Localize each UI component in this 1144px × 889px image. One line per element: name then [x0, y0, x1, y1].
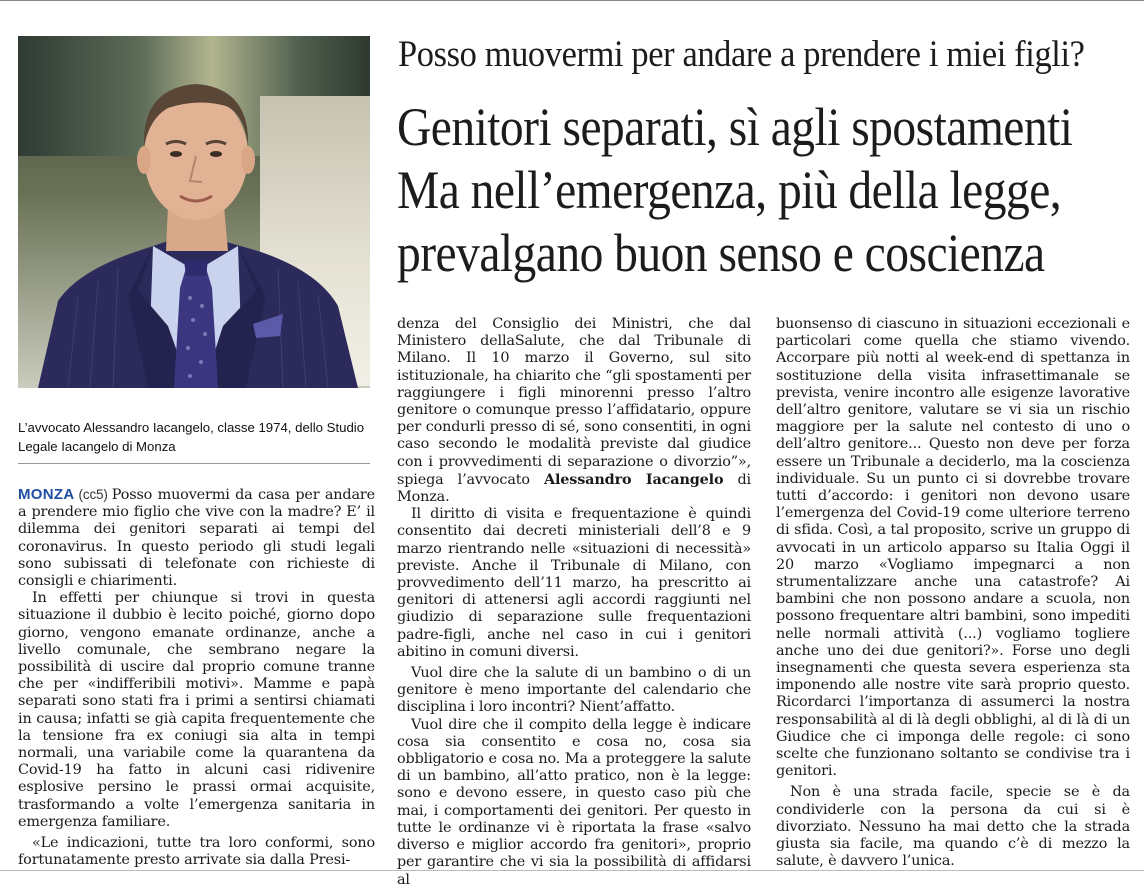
- article-column-3: [776, 316, 1130, 871]
- headline-line: prevalgano buon senso e coscienza: [397, 223, 1045, 283]
- dateline: MONZA: [18, 486, 75, 503]
- headline-line: Genitori separati, sì agli spostamenti: [397, 97, 1073, 157]
- caption-divider: [18, 463, 370, 464]
- author-photo: [18, 36, 370, 388]
- article-paragraph: buonsenso di ciascuno in situazioni eccezionali e particolari come quella che stiamo vivendo. Accorpare più notti al week-end di spettanza in sostituzione della visita infrasettimanale se prevista, venire incontro alle esigenze lavorative dell’altro genitore, valutare se vi sia un rischio maggiore per la salute nel contesto di uno o dell’altro genitore... Questo non deve per forza essere un Tribunale a deciderlo, ma la coscienza individuale. Su un punto ci si dovrebbe trovare tutti d’accordo: i genitori non devono usare l’emergenza del Covid-19 come ulteriore terreno di sfida. Così, a tal proposito, scrive un gruppo di avvocati in un articolo apparso su Italia Oggi il 20 marzo «Vogliamo impegnarci a non strumentalizzare anche una catastrofe? Ai bambini che non possono andare a scuola, non possono frequentare altri bambini, sono impediti nelle normali attività (...) vogliamo togliere anche uno dei due genitori?». Forse uno degli insegnamenti che questa severa esperienza sta imponendo alle nostre vite sarà proprio questo. Ricordarci l’importanza di assumerci la nostra responsabilità al di là degli obblighi, al di là di un Giudice che ci imponga delle regole: ci sono scelte che funzionano soltanto se condivise tra i genitori.: [776, 316, 1130, 780]
- portrait-illustration: [18, 36, 370, 388]
- bottom-rule: [0, 870, 1144, 871]
- article-paragraph: Non è una strada facile, specie se è da condividerle con la persona da cui si è divorziato. Nessuno ha mai detto che la strada giusta sia facile, ma quando c’è di mezzo la salute, è davvero l’unica.: [776, 784, 1130, 870]
- article-paragraph: [18, 486, 375, 590]
- top-rule: [0, 0, 1144, 1]
- author-name: Alessandro Iacangelo: [543, 470, 724, 488]
- author-tag: (cc5): [78, 487, 108, 502]
- paragraph-text: Posso muovermi da casa per andare a prendere mio figlio che vive con la madre? E’ il dilemma dei genitori separati ai tempi del coronavirus. In questo periodo gli studi legali sono subissati di telefonate con richieste di consigli e chiarimenti.: [18, 487, 375, 590]
- article-paragraph: In effetti per chiunque si trovi in questa situazione il dubbio è lecito poiché, giorno dopo giorno, vengono emanate ordinanze, anche a livello comunale, che sembrano negare la possibilità di uscire dal proprio comune tranne che per «indifferibili motivi». Mamme e papà separati sono stati fra i primi a sentirsi chiamati in causa; infatti se già capita frequentemente che la tensione fra ex coniugi sia alta in tempi normali, una variabile come la quarantena da Covid-19 ha fatto in alcuni casi ridivenire esplosive persino le prassi ormai acquisite, trasformando a volte l’emergenza sanitaria in emergenza familiare.: [18, 590, 375, 830]
- paragraph-text: denza del Consiglio dei Ministri, che dal Ministero dellaSalute, che dal Tribunale di Milano. Il 10 marzo il Governo, sul sito istituzionale, ha chiarito che “gli spostamenti per raggiungere i figli minorenni presso l’altro genitore o comunque presso l’affidatario, oppure per condurli presso di sé, sono consentiti, in ogni caso secondo le modalità previste dal giudice con i provvedimenti di separazione o divorzio”», spiega l’avvocato: [397, 316, 751, 488]
- article-paragraph: Il diritto di visita e frequentazione è quindi consentito dai decreti ministeriali dell’8 e 9 marzo rientrando nelle «situazioni di necessità» previste. Anche il Tribunale di Milano, con provvedimento dell’11 marzo, ha prescritto ai genitori di attenersi agli accordi raggiunti nel giudizio di separazione sulle frequentazioni padre-figli, anche nel caso in cui i genitori abitino in comuni diversi.: [397, 506, 751, 660]
- photo-caption: L’avvocato Alessandro Iacangelo, classe 1974, dello Studio Legale Iacangelo di Monza: [18, 420, 365, 454]
- article-paragraph: «Le indicazioni, tutte tra loro conformi, sono fortunatamente presto arrivate sia dalla Presi-: [18, 835, 375, 869]
- headline-line: Ma nell’emergenza, più della legge,: [397, 160, 1062, 220]
- kicker-headline: Posso muovermi per andare a prendere i miei figli?: [398, 34, 1085, 75]
- article-paragraph: Vuol dire che il compito della legge è indicare cosa sia consentito e cosa no, cosa sia obbligatorio e cosa no. Ma a proteggere la salute di un bambino, all’atto pratico, non è la legge: sono e devono essere, in questo caso più che mai, i comportamenti dei genitori. Per questo in tutte le ordinanze vi è riportata la frase «salvo diverso e miglior accordo fra genitori», proprio per garantire che vi sia la possibilità di affidarsi al: [397, 716, 751, 888]
- main-headline: [397, 96, 1073, 285]
- article-paragraph: Vuol dire che la salute di un bambino o di un genitore è meno importante del calendario che disciplina i loro incontri? Nient’affatto.: [397, 665, 751, 716]
- article-column-1: [18, 486, 375, 869]
- article-column-2: [397, 316, 751, 889]
- paragraph-text: di Monza.: [397, 471, 751, 506]
- article-paragraph: [397, 316, 751, 506]
